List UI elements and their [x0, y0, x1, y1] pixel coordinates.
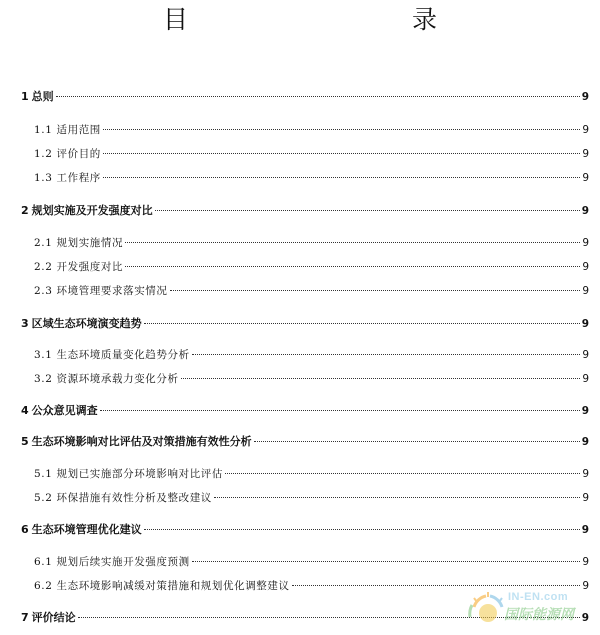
- toc-entry[interactable]: [21, 203, 589, 219]
- toc-dot-leader: [254, 441, 580, 442]
- toc-entry[interactable]: [21, 316, 589, 332]
- toc-entry-label: 2 规划实施及开发强度对比: [21, 204, 153, 217]
- toc-entry[interactable]: [21, 434, 589, 450]
- watermark-en: IN-EN.com: [508, 591, 569, 603]
- watermark: [464, 587, 592, 631]
- toc-entry-label: 3.1 生态环境质量变化趋势分析: [34, 349, 190, 361]
- toc-page-number: 9: [582, 237, 589, 249]
- toc-entry-label: 6 生态环境管理优化建议: [21, 523, 142, 536]
- toc-entry[interactable]: [21, 522, 589, 538]
- page-title: 目 录: [162, 5, 495, 34]
- toc-dot-leader: [100, 410, 580, 411]
- toc-dot-leader: [181, 378, 581, 379]
- toc-page-number: 9: [581, 436, 589, 448]
- toc-page-number: 9: [582, 556, 589, 568]
- toc-dot-leader: [103, 177, 580, 178]
- toc-page-number: 9: [582, 172, 589, 184]
- toc-entry[interactable]: [34, 371, 589, 387]
- toc-entry-label: 5 生态环境影响对比评估及对策措施有效性分析: [21, 435, 252, 448]
- toc-dot-leader: [125, 242, 580, 243]
- toc-entry-label: 2.1 规划实施情况: [34, 237, 124, 249]
- toc-page-number: 9: [581, 405, 589, 417]
- toc-entry-label: 6.1 规划后续实施开发强度预测: [34, 556, 190, 568]
- toc-entry-label: 3 区域生态环境演变趋势: [21, 317, 142, 330]
- toc-entry-label: 2.2 开发强度对比: [34, 261, 124, 273]
- toc-entry-label: 5.1 规划已实施部分环境影响对比评估: [34, 468, 223, 480]
- toc-entry[interactable]: [34, 146, 589, 162]
- toc-page-number: 9: [581, 612, 589, 624]
- toc-page-number: 9: [581, 91, 589, 103]
- watermark-cn: 国际能源网: [504, 607, 574, 623]
- toc-page-number: 9: [582, 580, 589, 592]
- toc-entry-label: 1 总则: [21, 90, 54, 103]
- toc-page-number: 9: [582, 285, 589, 297]
- toc-entry-label: 1.1 适用范围: [34, 124, 101, 136]
- toc-page-number: 9: [582, 148, 589, 160]
- toc-dot-leader: [170, 290, 581, 291]
- toc-dot-leader: [214, 497, 580, 498]
- toc-entry[interactable]: [34, 466, 589, 482]
- toc-entry[interactable]: [34, 259, 589, 275]
- toc-dot-leader: [192, 354, 581, 355]
- toc-page-number: 9: [581, 205, 589, 217]
- toc-entry[interactable]: [34, 235, 589, 251]
- toc-entry-label: 3.2 资源环境承载力变化分析: [34, 373, 179, 385]
- toc-page-number: 9: [582, 468, 589, 480]
- toc-entry-label: 5.2 环保措施有效性分析及整改建议: [34, 492, 212, 504]
- toc-entry-label: 2.3 环境管理要求落实情况: [34, 285, 168, 297]
- toc-page-number: 9: [581, 318, 589, 330]
- toc-dot-leader: [192, 561, 581, 562]
- toc-page-number: 9: [582, 349, 589, 361]
- toc-dot-leader: [225, 473, 580, 474]
- toc-dot-leader: [144, 323, 580, 324]
- toc-dot-leader: [155, 210, 580, 211]
- toc-entry-label: 1.3 工作程序: [34, 172, 101, 184]
- toc-dot-leader: [144, 529, 580, 530]
- toc-entry[interactable]: [21, 89, 589, 105]
- toc-dot-leader: [56, 96, 580, 97]
- toc-entry-label: 6.2 生态环境影响减缓对策措施和规划优化调整建议: [34, 580, 290, 592]
- toc-entry[interactable]: [34, 283, 589, 299]
- toc-dot-leader: [103, 129, 580, 130]
- toc-page-number: 9: [582, 261, 589, 273]
- toc-entry[interactable]: [34, 347, 589, 363]
- toc-entry[interactable]: [34, 490, 589, 506]
- toc-entry-label: 4 公众意见调查: [21, 404, 98, 417]
- toc-entry[interactable]: [34, 122, 589, 138]
- toc-entry[interactable]: [34, 170, 589, 186]
- toc-entry-label: 1.2 评价目的: [34, 148, 101, 160]
- toc-dot-leader: [103, 153, 580, 154]
- toc-dot-leader: [292, 585, 581, 586]
- toc-entry[interactable]: [34, 554, 589, 570]
- toc-page-number: 9: [582, 492, 589, 504]
- toc-dot-leader: [125, 266, 580, 267]
- toc-page-number: 9: [582, 373, 589, 385]
- toc-page-number: 9: [582, 124, 589, 136]
- toc-entry-label: 7 评价结论: [21, 611, 76, 624]
- toc-page-number: 9: [581, 524, 589, 536]
- toc-entry[interactable]: [21, 403, 589, 419]
